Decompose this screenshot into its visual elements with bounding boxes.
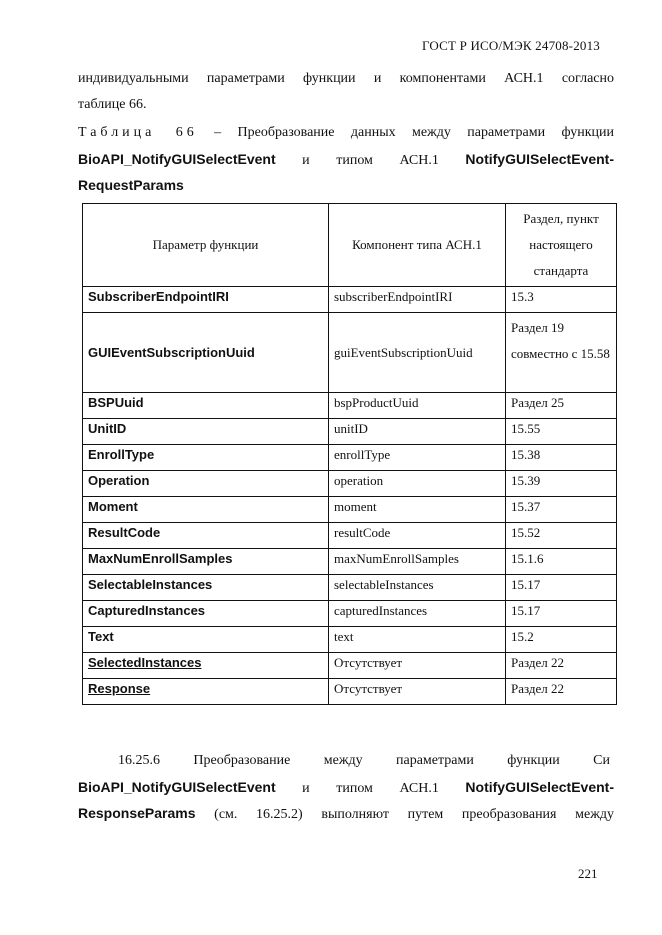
caption-mid-text: и типом АСН.1	[302, 153, 439, 168]
table-caption-line-2	[78, 146, 614, 174]
component-cell: Отсутствует	[329, 653, 506, 679]
header-parameter: Параметр функции	[83, 204, 329, 287]
caption-prefix: Таблица 66	[78, 125, 198, 140]
caption-type-name: NotifyGUISelectEvent-	[465, 151, 614, 167]
table-row	[83, 601, 617, 627]
component-cell: bspProductUuid	[329, 393, 506, 419]
param-cell: BSPUuid	[83, 393, 329, 419]
component-cell: Отсутствует	[329, 679, 506, 705]
table-row	[83, 393, 617, 419]
component-cell: subscriberEndpointIRI	[329, 287, 506, 313]
table-row	[83, 653, 617, 679]
section-cell: Раздел 25	[506, 393, 617, 419]
component-cell: moment	[329, 497, 506, 523]
intro-line-2: таблице 66.	[78, 97, 147, 112]
component-cell: enrollType	[329, 445, 506, 471]
param-cell	[83, 653, 329, 679]
param-cell: CapturedInstances	[83, 601, 329, 627]
component-cell: resultCode	[329, 523, 506, 549]
param-cell: SelectableInstances	[83, 575, 329, 601]
document-header: ГОСТ Р ИСО/МЭК 24708-2013	[421, 38, 600, 53]
table-row	[83, 523, 617, 549]
param-cell: UnitID	[83, 419, 329, 445]
table-row	[83, 313, 617, 393]
intro-line-1: индивидуальными параметрами функции и компонентами АСН.1 согласно	[78, 71, 614, 86]
section-line-3-rest: (см. 16.25.2) выполняют путем преобразования между	[214, 807, 614, 822]
param-cell: Operation	[83, 471, 329, 497]
table-row	[83, 549, 617, 575]
section-mid-text: и типом АСН.1	[302, 781, 439, 796]
component-cell: guiEventSubscriptionUuid	[329, 313, 506, 393]
table-header-row	[83, 204, 617, 287]
conversion-table	[82, 203, 617, 705]
table-row	[83, 445, 617, 471]
param-cell	[83, 679, 329, 705]
table-row	[83, 679, 617, 705]
component-cell: operation	[329, 471, 506, 497]
section-cell: 15.39	[506, 471, 617, 497]
section-type-name: NotifyGUISelectEvent-	[465, 779, 614, 795]
section-cell: Раздел 22	[506, 679, 617, 705]
component-cell: selectableInstances	[329, 575, 506, 601]
caption-dash-text: – Преобразование данных между параметрами функции	[214, 125, 614, 140]
section-cell: 15.17	[506, 601, 617, 627]
param-cell: MaxNumEnrollSamples	[83, 549, 329, 575]
param-cell: ResultCode	[83, 523, 329, 549]
header-section: Раздел, пункт настоящего стандарта	[506, 204, 617, 287]
section-cell: 15.17	[506, 575, 617, 601]
component-cell: capturedInstances	[329, 601, 506, 627]
table-row	[83, 287, 617, 313]
table-row	[83, 419, 617, 445]
table-caption-line-3: RequestParams	[78, 177, 184, 193]
section-cell: 15.1.6	[506, 549, 617, 575]
section-cell: 15.3	[506, 287, 617, 313]
param-underlined: SelectedInstances	[88, 655, 202, 670]
component-cell: maxNumEnrollSamples	[329, 549, 506, 575]
section-line-1: 16.25.6 Преобразование между параметрами функции Си	[118, 753, 610, 768]
component-cell: text	[329, 627, 506, 653]
table-caption-line-1	[78, 120, 614, 146]
param-cell: GUIEventSubscriptionUuid	[83, 313, 329, 393]
section-cell: Раздел 19 совместно с 15.58	[506, 313, 617, 393]
table-row	[83, 497, 617, 523]
page-number: 221	[578, 866, 598, 881]
table-row	[83, 575, 617, 601]
header-component: Компонент типа АСН.1	[329, 204, 506, 287]
table-row	[83, 627, 617, 653]
section-type-name-cont: ResponseParams	[78, 805, 196, 821]
param-cell: Moment	[83, 497, 329, 523]
section-cell: Раздел 22	[506, 653, 617, 679]
component-cell: unitID	[329, 419, 506, 445]
table-row	[83, 471, 617, 497]
section-cell: 15.38	[506, 445, 617, 471]
section-cell: 15.37	[506, 497, 617, 523]
section-line-2	[78, 774, 614, 802]
param-cell: Text	[83, 627, 329, 653]
section-function-name: BioAPI_NotifyGUISelectEvent	[78, 779, 276, 795]
param-cell: SubscriberEndpointIRI	[83, 287, 329, 313]
section-line-3	[78, 800, 614, 828]
param-cell: EnrollType	[83, 445, 329, 471]
caption-function-name: BioAPI_NotifyGUISelectEvent	[78, 151, 276, 167]
section-cell: 15.52	[506, 523, 617, 549]
param-underlined: Response	[88, 681, 151, 696]
section-cell: 15.55	[506, 419, 617, 445]
section-cell: 15.2	[506, 627, 617, 653]
